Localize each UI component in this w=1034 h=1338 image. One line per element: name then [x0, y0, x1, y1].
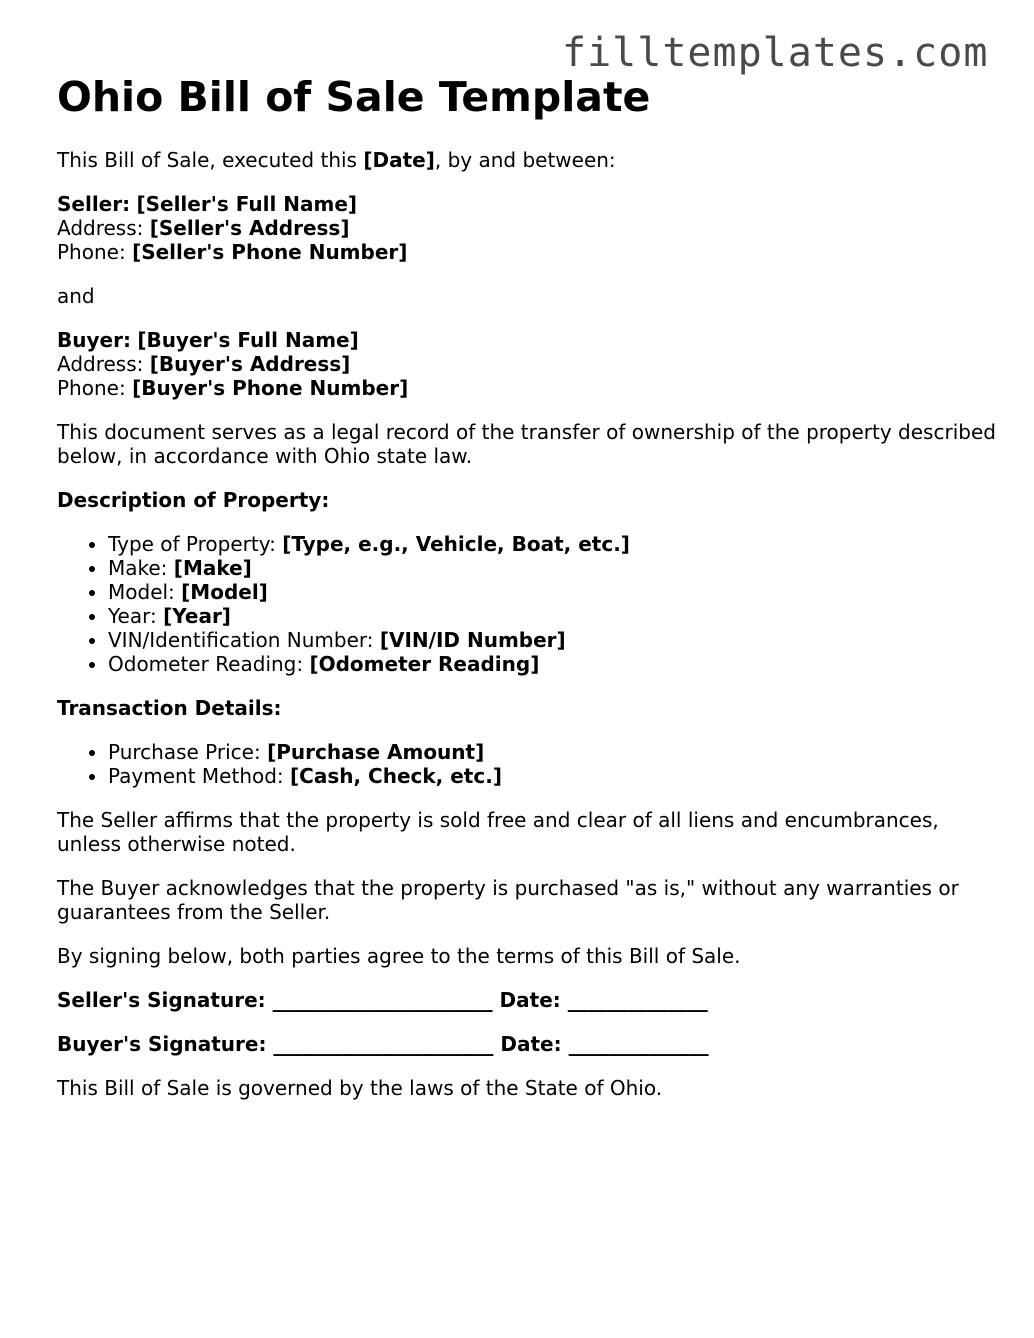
item-label: Type of Property: [108, 532, 276, 556]
description-heading-text: Description of Property: [57, 488, 330, 512]
buyer-address-line [57, 352, 997, 376]
seller-address-line [57, 216, 997, 240]
buyer-label: Buyer: [57, 328, 131, 352]
page-title: Ohio Bill of Sale Template [57, 73, 651, 121]
transaction-heading-text: Transaction Details: [57, 696, 282, 720]
buyer-phone-line [57, 376, 997, 400]
buyer-phone: [Buyer's Phone Number] [132, 376, 409, 400]
item-label: Model: [108, 580, 175, 604]
seller-phone: [Seller's Phone Number] [132, 240, 408, 264]
buyer-phone-label: Phone: [57, 376, 126, 400]
buyer-signature-line: Buyer's Signature: ______________________ Date: ______________ [57, 1032, 709, 1056]
item-label: Year: [108, 604, 157, 628]
seller-name-line [57, 192, 997, 216]
governing-law-statement: This Bill of Sale is governed by the laws of the State of Ohio. [57, 1076, 663, 1100]
item-value: [VIN/ID Number] [379, 628, 566, 652]
transaction-list [57, 740, 997, 788]
intro-prefix: This Bill of Sale, executed this [57, 148, 364, 172]
list-item [108, 740, 997, 764]
list-item [108, 764, 997, 788]
item-label: Payment Method: [108, 764, 284, 788]
seller-signature-line: Seller's Signature: ______________________ Date: ______________ [57, 988, 708, 1012]
description-list [57, 532, 997, 676]
item-label: VIN/Identification Number: [108, 628, 374, 652]
list-item [108, 604, 997, 628]
seller-phone-label: Phone: [57, 240, 126, 264]
buyer-name: [Buyer's Full Name] [137, 328, 359, 352]
seller-address-label: Address: [57, 216, 144, 240]
buyer-address: [Buyer's Address] [149, 352, 351, 376]
signing-statement: By signing below, both parties agree to the terms of this Bill of Sale. [57, 944, 741, 968]
legal-record-paragraph: This document serves as a legal record of the transfer of ownership of the property described below, in accordance with Ohio state law. [57, 420, 996, 468]
list-item [108, 556, 997, 580]
description-heading [57, 488, 997, 512]
watermark: filltemplates.com [562, 30, 989, 76]
seller-label: Seller: [57, 192, 131, 216]
buyer-block [57, 328, 997, 400]
buyer-acknowledges-paragraph: The Buyer acknowledges that the property is purchased "as is," without any warranties or guarantees from the Seller. [57, 876, 959, 924]
date-placeholder: [Date] [363, 148, 435, 172]
seller-address: [Seller's Address] [149, 216, 350, 240]
item-value: [Make] [173, 556, 252, 580]
item-label: Purchase Price: [108, 740, 261, 764]
item-value: [Cash, Check, etc.] [290, 764, 502, 788]
list-item [108, 652, 997, 676]
item-value: [Year] [163, 604, 231, 628]
item-value: [Purchase Amount] [267, 740, 485, 764]
item-label: Odometer Reading: [108, 652, 304, 676]
seller-block [57, 192, 997, 264]
item-label: Make: [108, 556, 168, 580]
buyer-address-label: Address: [57, 352, 144, 376]
list-item [108, 532, 997, 556]
item-value: [Odometer Reading] [309, 652, 540, 676]
item-value: [Type, e.g., Vehicle, Boat, etc.] [282, 532, 630, 556]
document-page [57, 72, 997, 1100]
seller-name: [Seller's Full Name] [136, 192, 358, 216]
and-text: and [57, 284, 95, 308]
seller-phone-line [57, 240, 997, 264]
list-item [108, 580, 997, 604]
list-item [108, 628, 997, 652]
intro-suffix: , by and between: [434, 148, 616, 172]
item-value: [Model] [181, 580, 268, 604]
transaction-heading [57, 696, 997, 720]
buyer-name-line [57, 328, 997, 352]
seller-affirms-paragraph: The Seller affirms that the property is sold free and clear of all liens and encumbrances, unless otherwise noted. [57, 808, 939, 856]
intro-paragraph [57, 148, 997, 172]
